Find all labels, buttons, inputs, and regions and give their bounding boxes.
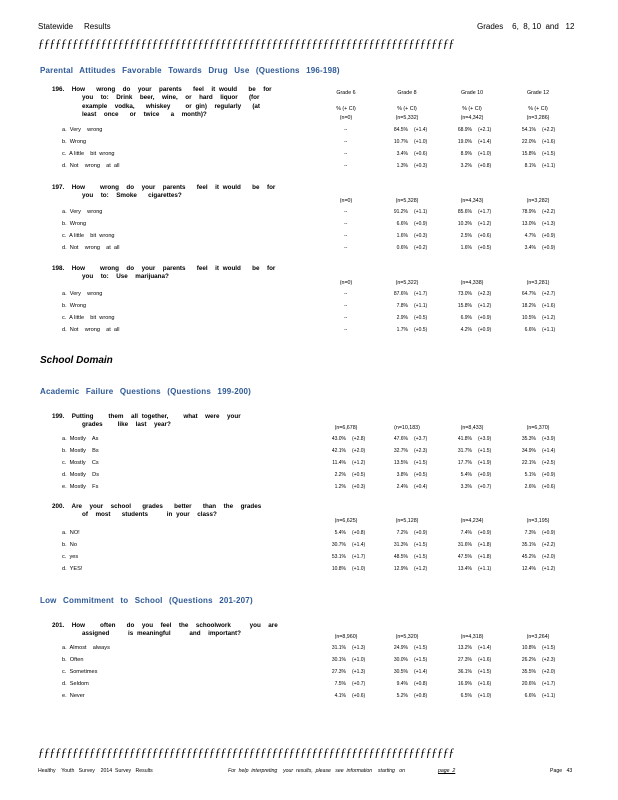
no-data-cell: -- — [344, 221, 348, 228]
confidence-interval-cell: (+1.5) — [542, 645, 556, 651]
percent-cell: 30.5% — [393, 669, 408, 676]
percent-cell: 54.1% — [521, 127, 536, 133]
confidence-interval-cell: (+1.5) — [414, 645, 428, 651]
confidence-interval-cell: (+2.0) — [352, 448, 366, 455]
percent-cell: 41.8% — [457, 436, 472, 442]
confidence-interval-cell: (+0.7) — [352, 681, 366, 688]
percent-cell: 35.3% — [521, 436, 536, 442]
no-data-cell: -- — [344, 303, 348, 310]
percent-cell: 10.5% — [521, 315, 536, 322]
answer-option-label: d. Seldom — [62, 681, 89, 688]
confidence-interval-cell: (+0.9) — [542, 472, 556, 479]
percent-cell: 1.6% — [396, 233, 408, 240]
percent-cell: 45.2% — [521, 554, 536, 561]
header-mid: Results — [84, 22, 111, 31]
percent-cell: 35.5% — [521, 669, 536, 676]
answer-option-label: d. Mostly Ds — [62, 472, 99, 479]
header-grades: Grades 6, 8, 10 and 12 — [477, 22, 575, 31]
pct-ci-label: % (+ CI) — [397, 106, 417, 112]
confidence-interval-cell: (+2.2) — [542, 127, 556, 133]
percent-cell: 12.9% — [393, 566, 408, 573]
answer-option-label: a. Very wrong — [62, 127, 103, 133]
sample-size: (n=0) — [339, 198, 353, 204]
sample-size: (n=3,264) — [526, 634, 550, 640]
pct-ci-label: % (+ CI) — [528, 106, 548, 112]
confidence-interval-cell: (+1.5) — [414, 657, 428, 664]
answer-option-label: a. NO! — [62, 530, 80, 536]
percent-cell: 43.0% — [331, 436, 346, 442]
percent-cell: 1.3% — [396, 163, 408, 170]
percent-cell: 15.8% — [521, 151, 536, 158]
answer-option-label: c. Sometimes — [62, 669, 98, 676]
confidence-interval-cell: (+1.6) — [542, 139, 556, 146]
confidence-interval-cell: (+0.8) — [352, 530, 366, 536]
confidence-interval-cell: (+1.6) — [478, 657, 492, 664]
answer-option-label: d. Not wrong at all — [62, 163, 120, 170]
percent-cell: 19.0% — [457, 139, 472, 146]
percent-cell: 6.6% — [396, 221, 408, 228]
no-data-cell: -- — [344, 233, 348, 240]
percent-cell: 15.8% — [457, 303, 472, 310]
answer-option-label: e. Never — [62, 693, 85, 700]
answer-option-label: d. Not wrong at all — [62, 245, 120, 252]
percent-cell: 73.0% — [457, 291, 472, 297]
percent-cell: 78.9% — [521, 209, 536, 215]
no-data-cell: -- — [344, 315, 348, 322]
answer-option-label: b. Mostly Bs — [62, 448, 99, 455]
question-text: 197. How wrong do your parents feel it would be for you to: Smoke cigarettes? — [52, 184, 276, 200]
percent-cell: 30.7% — [331, 542, 346, 549]
section-academic-failure: Academic Failure Questions (Questions 199-200) — [40, 387, 252, 396]
confidence-interval-cell: (+2.8) — [352, 436, 366, 442]
percent-cell: 3.4% — [524, 245, 536, 252]
confidence-interval-cell: (+1.5) — [414, 542, 428, 549]
confidence-interval-cell: (+1.8) — [478, 554, 492, 561]
confidence-interval-cell: (+1.1) — [478, 566, 492, 573]
confidence-interval-cell: (+0.5) — [352, 472, 366, 479]
percent-cell: 31.6% — [457, 542, 472, 549]
percent-cell: 30.0% — [393, 657, 408, 664]
percent-cell: 7.8% — [396, 303, 408, 310]
percent-cell: 10.8% — [521, 645, 536, 651]
confidence-interval-cell: (+0.5) — [478, 245, 492, 252]
confidence-interval-cell: (+1.7) — [352, 554, 366, 561]
confidence-interval-cell: (+0.9) — [478, 315, 492, 322]
percent-cell: 68.9% — [457, 127, 472, 133]
percent-cell: 2.5% — [460, 233, 472, 240]
percent-cell: 9.4% — [396, 681, 408, 688]
percent-cell: 6.9% — [460, 315, 472, 322]
confidence-interval-cell: (+1.5) — [478, 448, 492, 455]
percent-cell: 5.1% — [524, 472, 536, 479]
sample-size: (n=3,281) — [526, 280, 550, 286]
confidence-interval-cell: (+1.2) — [352, 460, 366, 467]
percent-cell: 6.5% — [460, 693, 472, 700]
confidence-interval-cell: (+1.8) — [478, 542, 492, 549]
sample-size: (n=10,183) — [394, 425, 420, 431]
percent-cell: 10.7% — [393, 139, 408, 146]
footer-page-link[interactable]: page 2 — [438, 768, 456, 774]
sample-size: (n=5,332) — [395, 115, 419, 121]
percent-cell: 18.2% — [521, 303, 536, 310]
sample-size: (n=4,318) — [460, 634, 484, 640]
answer-option-label: c. Mostly Cs — [62, 460, 99, 467]
percent-cell: 16.9% — [457, 681, 472, 688]
sample-size: (n=5,328) — [395, 198, 419, 204]
answer-option-label: c. A little bit wrong — [62, 233, 115, 240]
percent-cell: 8.1% — [524, 163, 536, 170]
no-data-cell: -- — [344, 245, 348, 252]
percent-cell: 87.6% — [393, 291, 408, 297]
answer-option-label: b. Wrong — [62, 221, 87, 228]
answer-option-label: a. Very wrong — [62, 291, 103, 297]
confidence-interval-cell: (+1.4) — [414, 127, 428, 133]
pct-ci-label: % (+ CI) — [462, 106, 482, 112]
confidence-interval-cell: (+0.5) — [414, 327, 428, 334]
percent-cell: 31.1% — [331, 645, 346, 651]
percent-cell: 85.6% — [457, 209, 472, 215]
answer-option-label: c. A little bit wrong — [62, 151, 115, 158]
confidence-interval-cell: (+0.3) — [352, 484, 366, 491]
percent-cell: 20.6% — [521, 681, 536, 688]
sample-size: (n=0) — [339, 115, 353, 121]
percent-cell: 1.6% — [460, 245, 472, 252]
percent-cell: 42.1% — [331, 448, 346, 455]
confidence-interval-cell: (+1.4) — [414, 669, 428, 676]
percent-cell: 17.7% — [457, 460, 472, 467]
sample-size: (n=8,433) — [460, 425, 484, 431]
question-text: 196. How wrong do your parents feel it would be for you to: Drink beer, wine, or hard liquor (for example vodka, whiskey or gin) regularly (at least once or twice a month)? — [52, 86, 272, 118]
answer-option-label: c. A little bit wrong — [62, 315, 115, 322]
confidence-interval-cell: (+1.3) — [352, 669, 366, 676]
col-grade-10: Grade 10 — [460, 90, 484, 96]
answer-option-label: b. No — [62, 542, 77, 549]
no-data-cell: -- — [344, 163, 348, 170]
question-text: 198. How wrong do your parents feel it would be for you to: Use marijuana? — [52, 265, 276, 281]
sample-size: (n=0) — [339, 280, 353, 286]
section-parental-attitudes: Parental Attitudes Favorable Towards Drug Use (Questions 196-198) — [40, 66, 340, 75]
confidence-interval-cell: (+1.4) — [352, 542, 366, 549]
sample-size: (n=6,678) — [334, 425, 358, 431]
confidence-interval-cell: (+2.0) — [542, 554, 556, 561]
percent-cell: 3.8% — [396, 472, 408, 479]
confidence-interval-cell: (+2.2) — [542, 542, 556, 549]
col-grade-12: Grade 12 — [526, 90, 550, 96]
percent-cell: 48.5% — [393, 554, 408, 561]
percent-cell: 64.7% — [521, 291, 536, 297]
confidence-interval-cell: (+1.2) — [542, 566, 556, 573]
confidence-interval-cell: (+2.3) — [478, 291, 492, 297]
percent-cell: 53.1% — [331, 554, 346, 561]
confidence-interval-cell: (+1.7) — [478, 209, 492, 215]
answer-option-label: d. Not wrong at all — [62, 327, 120, 334]
sample-size: (n=3,195) — [526, 518, 550, 524]
confidence-interval-cell: (+0.9) — [478, 472, 492, 479]
percent-cell: 4.7% — [524, 233, 536, 240]
sample-size: (n=4,338) — [460, 280, 484, 286]
question-text: 200. Are your school grades better than the grades of most students in your class? — [52, 503, 262, 519]
confidence-interval-cell: (+1.1) — [542, 327, 556, 334]
percent-cell: 5.2% — [396, 693, 408, 700]
ornament-top: ƒƒƒƒƒƒƒƒƒƒƒƒƒƒƒƒƒƒƒƒƒƒƒƒƒƒƒƒƒƒƒƒƒƒƒƒƒƒƒƒƒƒƒƒƒƒƒƒƒƒƒƒƒƒƒƒƒƒƒƒƒƒƒƒƒƒƒƒƒƒƒƒƒ — [38, 37, 455, 49]
confidence-interval-cell: (+1.2) — [542, 315, 556, 322]
domain-title: School Domain — [40, 355, 113, 366]
confidence-interval-cell: (+1.9) — [478, 460, 492, 467]
confidence-interval-cell: (+1.2) — [478, 303, 492, 310]
sample-size: (n=5,128) — [395, 518, 419, 524]
confidence-interval-cell: (+3.7) — [414, 436, 428, 442]
confidence-interval-cell: (+0.6) — [414, 151, 428, 158]
percent-cell: 27.3% — [457, 657, 472, 664]
percent-cell: 31.7% — [457, 448, 472, 455]
confidence-interval-cell: (+0.7) — [478, 484, 492, 491]
answer-option-label: b. Often — [62, 657, 84, 664]
confidence-interval-cell: (+0.5) — [414, 315, 428, 322]
percent-cell: 5.4% — [334, 530, 346, 536]
confidence-interval-cell: (+0.3) — [414, 163, 428, 170]
percent-cell: 24.9% — [393, 645, 408, 651]
confidence-interval-cell: (+1.4) — [478, 645, 492, 651]
percent-cell: 7.4% — [460, 530, 472, 536]
percent-cell: 8.9% — [460, 151, 472, 158]
confidence-interval-cell: (+2.7) — [542, 291, 556, 297]
question-text: 199. Putting them all together, what were your grades like last year? — [52, 413, 241, 429]
no-data-cell: -- — [344, 209, 348, 215]
confidence-interval-cell: (+1.3) — [542, 221, 556, 228]
sample-size: (n=4,342) — [460, 115, 484, 121]
sample-size: (n=4,234) — [460, 518, 484, 524]
question-text: 201. How often do you feel the schoolwork you are assigned is meaningful and important? — [52, 622, 278, 638]
confidence-interval-cell: (+0.9) — [542, 245, 556, 252]
sample-size: (n=6,370) — [526, 425, 550, 431]
confidence-interval-cell: (+0.9) — [414, 221, 428, 228]
sample-size: (n=3,282) — [526, 198, 550, 204]
confidence-interval-cell: (+1.0) — [478, 693, 492, 700]
confidence-interval-cell: (+1.5) — [542, 151, 556, 158]
confidence-interval-cell: (+2.3) — [414, 448, 428, 455]
confidence-interval-cell: (+0.4) — [414, 484, 428, 491]
percent-cell: 6.6% — [524, 327, 536, 334]
percent-cell: 4.1% — [334, 693, 346, 700]
confidence-interval-cell: (+2.1) — [478, 127, 492, 133]
confidence-interval-cell: (+2.5) — [542, 460, 556, 467]
percent-cell: 34.9% — [521, 448, 536, 455]
percent-cell: 1.7% — [396, 327, 408, 334]
confidence-interval-cell: (+1.4) — [478, 139, 492, 146]
confidence-interval-cell: (+1.1) — [542, 163, 556, 170]
percent-cell: 47.6% — [393, 436, 408, 442]
sample-size: (n=5,320) — [395, 634, 419, 640]
ornament-bottom: ƒƒƒƒƒƒƒƒƒƒƒƒƒƒƒƒƒƒƒƒƒƒƒƒƒƒƒƒƒƒƒƒƒƒƒƒƒƒƒƒƒƒƒƒƒƒƒƒƒƒƒƒƒƒƒƒƒƒƒƒƒƒƒƒƒƒƒƒƒƒƒƒƒ — [38, 746, 455, 758]
confidence-interval-cell: (+0.6) — [478, 233, 492, 240]
percent-cell: 84.5% — [393, 127, 408, 133]
confidence-interval-cell: (+1.6) — [542, 303, 556, 310]
percent-cell: 13.4% — [457, 566, 472, 573]
percent-cell: 10.8% — [331, 566, 346, 573]
percent-cell: 91.2% — [393, 209, 408, 215]
confidence-interval-cell: (+1.5) — [478, 669, 492, 676]
percent-cell: 32.7% — [393, 448, 408, 455]
percent-cell: 11.4% — [332, 460, 346, 467]
sample-size: (n=4,343) — [460, 198, 484, 204]
no-data-cell: -- — [344, 151, 348, 158]
confidence-interval-cell: (+0.5) — [414, 472, 428, 479]
confidence-interval-cell: (+0.3) — [414, 233, 428, 240]
percent-cell: 26.2% — [521, 657, 536, 664]
confidence-interval-cell: (+1.1) — [542, 693, 556, 700]
col-grade-6: Grade 6 — [336, 90, 356, 96]
percent-cell: 1.2% — [334, 484, 346, 491]
confidence-interval-cell: (+0.9) — [542, 530, 556, 536]
percent-cell: 0.6% — [396, 245, 408, 252]
header-left: Statewide — [38, 22, 74, 31]
confidence-interval-cell: (+2.0) — [542, 669, 556, 676]
footer-title: Healthy Youth Survey 2014 Survey Results — [38, 768, 153, 774]
percent-cell: 10.3% — [457, 221, 472, 228]
percent-cell: 12.4% — [521, 566, 536, 573]
confidence-interval-cell: (+0.8) — [478, 163, 492, 170]
confidence-interval-cell: (+0.2) — [414, 245, 428, 252]
confidence-interval-cell: (+0.8) — [414, 693, 428, 700]
percent-cell: 22.1% — [521, 460, 536, 467]
percent-cell: 7.3% — [524, 530, 536, 536]
confidence-interval-cell: (+0.8) — [414, 681, 428, 688]
answer-option-label: e. Mostly Fs — [62, 484, 99, 491]
confidence-interval-cell: (+3.9) — [478, 436, 492, 442]
percent-cell: 27.3% — [331, 669, 346, 676]
percent-cell: 13.2% — [457, 645, 472, 651]
no-data-cell: -- — [344, 127, 348, 133]
confidence-interval-cell: (+1.0) — [478, 151, 492, 158]
percent-cell: 3.4% — [396, 151, 408, 158]
footer-page-number: Page 43 — [550, 768, 573, 774]
confidence-interval-cell: (+1.0) — [414, 139, 428, 146]
confidence-interval-cell: (+0.9) — [478, 327, 492, 334]
confidence-interval-cell: (+1.6) — [478, 681, 492, 688]
percent-cell: 2.6% — [524, 484, 536, 491]
confidence-interval-cell: (+1.0) — [352, 657, 366, 664]
percent-cell: 30.1% — [331, 657, 346, 664]
no-data-cell: -- — [344, 291, 348, 297]
percent-cell: 2.9% — [396, 315, 408, 322]
sample-size: (n=5,322) — [395, 280, 419, 286]
percent-cell: 31.3% — [393, 542, 408, 549]
percent-cell: 47.5% — [457, 554, 472, 561]
pct-ci-label: % (+ CI) — [336, 106, 356, 112]
sample-size: (n=3,286) — [526, 115, 550, 121]
confidence-interval-cell: (+0.9) — [414, 530, 428, 536]
answer-option-label: d. YES! — [62, 566, 83, 573]
confidence-interval-cell: (+3.9) — [542, 436, 556, 442]
percent-cell: 22.0% — [521, 139, 536, 146]
confidence-interval-cell: (+0.6) — [352, 693, 366, 700]
percent-cell: 5.4% — [460, 472, 472, 479]
percent-cell: 6.6% — [524, 693, 536, 700]
percent-cell: 13.0% — [521, 221, 536, 228]
answer-option-label: a. Very wrong — [62, 209, 103, 215]
confidence-interval-cell: (+1.1) — [414, 303, 428, 310]
section-low-commitment: Low Commitment to School (Questions 201-207) — [40, 596, 253, 605]
confidence-interval-cell: (+1.7) — [414, 291, 428, 297]
percent-cell: 7.5% — [334, 681, 346, 688]
answer-option-label: a. Mostly As — [62, 436, 99, 442]
answer-option-label: a. Almost always — [62, 645, 110, 651]
confidence-interval-cell: (+1.5) — [414, 554, 428, 561]
answer-option-label: b. Wrong — [62, 303, 87, 310]
percent-cell: 2.2% — [334, 472, 346, 479]
confidence-interval-cell: (+1.7) — [542, 681, 556, 688]
confidence-interval-cell: (+2.3) — [542, 657, 556, 664]
confidence-interval-cell: (+1.4) — [542, 448, 556, 455]
percent-cell: 3.2% — [460, 163, 472, 170]
percent-cell: 4.2% — [460, 327, 472, 334]
percent-cell: 2.4% — [396, 484, 408, 491]
no-data-cell: -- — [344, 139, 348, 146]
percent-cell: 36.1% — [457, 669, 472, 676]
answer-option-label: c. yes — [62, 554, 79, 561]
confidence-interval-cell: (+1.2) — [478, 221, 492, 228]
confidence-interval-cell: (+1.5) — [414, 460, 428, 467]
sample-size: (n=8,960) — [334, 634, 358, 640]
percent-cell: 7.2% — [396, 530, 408, 536]
confidence-interval-cell: (+0.9) — [478, 530, 492, 536]
no-data-cell: -- — [344, 327, 348, 334]
sample-size: (n=6,625) — [334, 518, 358, 524]
percent-cell: 13.5% — [393, 460, 408, 467]
percent-cell: 3.3% — [460, 484, 472, 491]
confidence-interval-cell: (+1.1) — [414, 209, 428, 215]
confidence-interval-cell: (+2.2) — [542, 209, 556, 215]
percent-cell: 35.1% — [521, 542, 536, 549]
confidence-interval-cell: (+1.0) — [352, 566, 366, 573]
confidence-interval-cell: (+0.9) — [542, 233, 556, 240]
footer-help-text: For help interpreting your results, please see information starting on — [228, 768, 406, 774]
col-grade-8: Grade 8 — [397, 90, 417, 96]
confidence-interval-cell: (+1.3) — [352, 645, 366, 651]
confidence-interval-cell: (+1.2) — [414, 566, 428, 573]
answer-option-label: b. Wrong — [62, 139, 87, 146]
confidence-interval-cell: (+0.6) — [542, 484, 556, 491]
